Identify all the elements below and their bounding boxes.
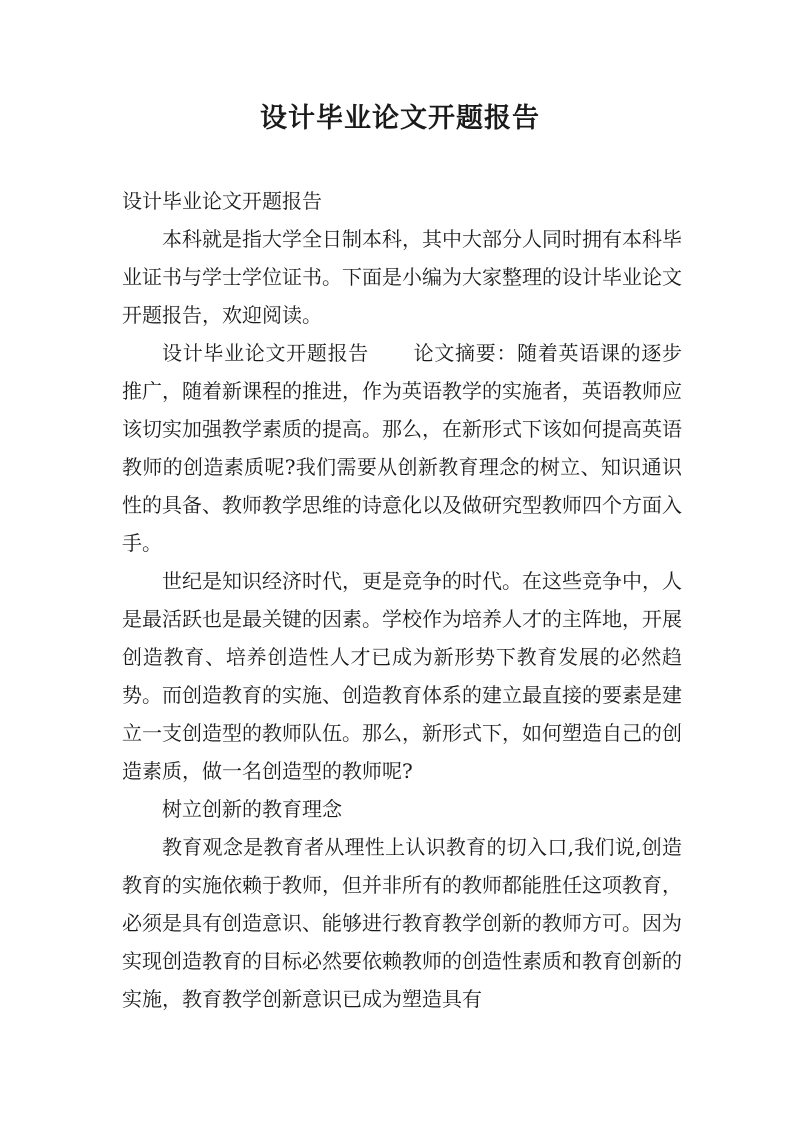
paragraph-era: 世纪是知识经济时代，更是竞争的时代。在这些竞争中，人是最活跃也是最关键的因素。学校作为培养人才的主阵地，开展创造教育、培养创造性人才已成为新形势下教育发展的必然趋势。而创造教育的实施、创造教育体系的建立最直接的要素是建立一支创造型的教师队伍。那么，新形式下，如何塑造自己的创造素质，做一名创造型的教师呢? bbox=[122, 569, 682, 783]
document-body bbox=[122, 182, 682, 1018]
abstract-lead: 设计毕业论文开题报告 bbox=[162, 341, 369, 365]
paragraph-subtitle: 设计毕业论文开题报告 bbox=[122, 189, 322, 213]
paragraph-abstract bbox=[122, 334, 682, 562]
section-heading: 树立创新的教育理念 bbox=[162, 797, 342, 821]
abstract-text: 论文摘要：随着英语课的逐步推广，随着新课程的推进，作为英语教学的实施者，英语教师应该切实加强教学素质的提高。那么，在新形式下该如何提高英语教师的创造素质呢?我们需要从创新教育理念的树立、知识通识性的具备、教师教学思维的诗意化以及做研究型教师四个方面入手。 bbox=[122, 341, 683, 555]
paragraph-intro: 本科就是指大学全日制本科，其中大部分人同时拥有本科毕业证书与学士学位证书。下面是小编为大家整理的设计毕业论文开题报告，欢迎阅读。 bbox=[122, 227, 682, 327]
document-title: 设计毕业论文开题报告 bbox=[260, 103, 540, 134]
paragraph-concept: 教育观念是教育者从理性上认识教育的切入口,我们说,创造教育的实施依赖于教师，但并非所有的教师都能胜任这项教育，必须是具有创造意识、能够进行教育教学创新的教师方可。因为实现创造教育的目标必然要依赖教师的创造性素质和教育创新的实施，教育教学创新意识已成为塑造具有 bbox=[122, 835, 682, 1011]
